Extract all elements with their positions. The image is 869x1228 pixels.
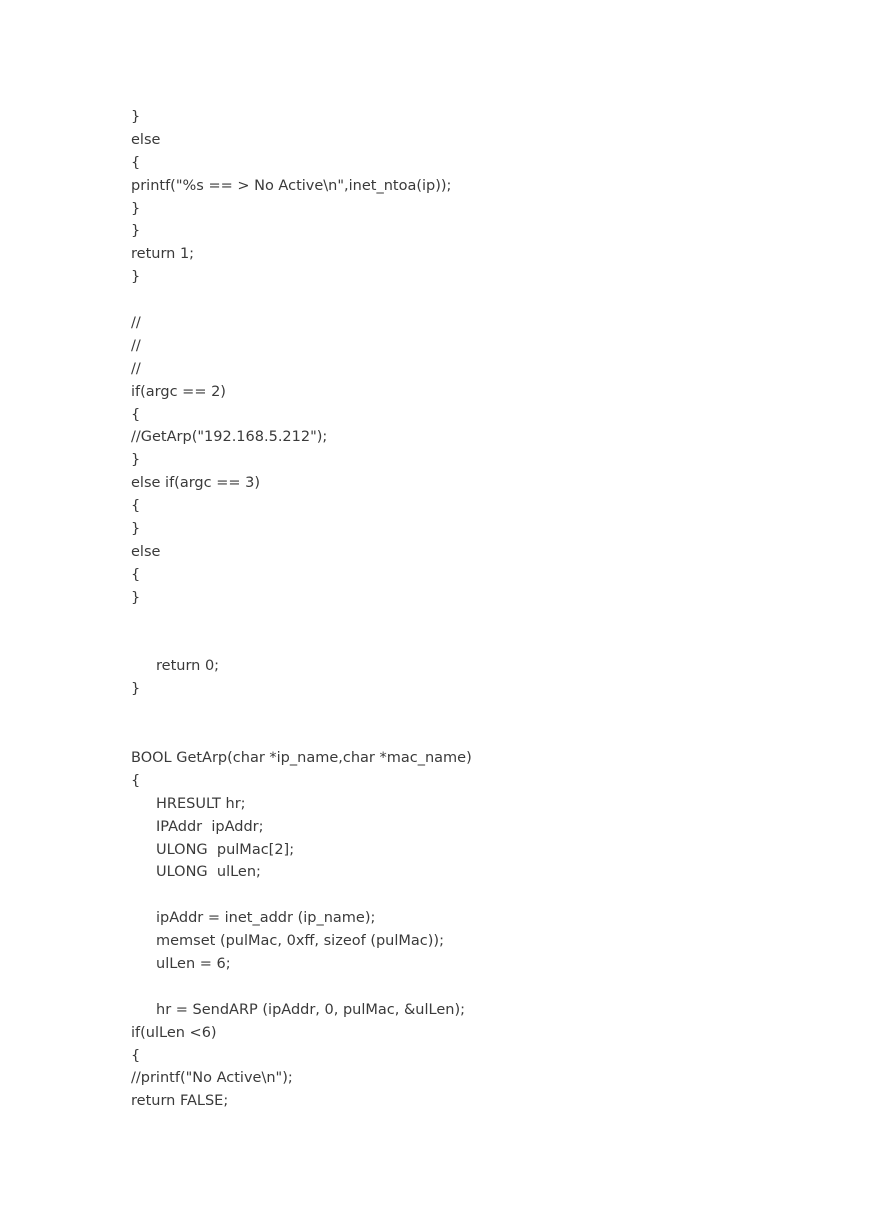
code-line: ULONG ulLen; bbox=[156, 864, 261, 881]
code-line: memset (pulMac, 0xff, sizeof (pulMac)); bbox=[156, 933, 444, 950]
code-line: } bbox=[131, 223, 141, 240]
code-line: } bbox=[131, 109, 141, 125]
code-line: BOOL GetArp(char *ip_name,char *mac_name) bbox=[131, 749, 472, 766]
code-line: // bbox=[131, 360, 141, 377]
blank-line bbox=[131, 610, 472, 633]
code-line: else bbox=[131, 543, 161, 560]
code-line: } bbox=[131, 681, 141, 698]
code-line: { bbox=[131, 406, 141, 423]
code-line: // bbox=[131, 315, 141, 332]
code-line: return 1; bbox=[131, 246, 195, 263]
code-line: else bbox=[131, 131, 161, 148]
code-line: ulLen = 6; bbox=[156, 955, 231, 972]
code-line: { bbox=[131, 1047, 141, 1064]
code-line: } bbox=[131, 200, 141, 217]
blank-line bbox=[131, 724, 472, 747]
code-line: if(ulLen <6) bbox=[131, 1024, 217, 1041]
blank-line bbox=[131, 884, 472, 907]
code-line: ULONG pulMac[2]; bbox=[156, 841, 295, 858]
code-line: { bbox=[131, 498, 141, 515]
code-line: return FALSE; bbox=[131, 1093, 229, 1110]
blank-line bbox=[131, 701, 472, 724]
code-line: { bbox=[131, 566, 141, 583]
code-line: } bbox=[131, 269, 141, 286]
code-line: else if(argc == 3) bbox=[131, 475, 260, 492]
code-line: hr = SendARP (ipAddr, 0, pulMac, &ulLen); bbox=[156, 1001, 465, 1018]
code-line: // bbox=[131, 337, 141, 354]
code-listing bbox=[131, 106, 472, 1113]
code-line: printf("%s == > No Active\n",inet_ntoa(ip)); bbox=[131, 177, 452, 194]
code-line: IPAddr ipAddr; bbox=[156, 818, 264, 835]
blank-line bbox=[131, 632, 472, 655]
code-line: if(argc == 2) bbox=[131, 383, 226, 400]
code-line: { bbox=[131, 154, 141, 171]
code-line: } bbox=[131, 589, 141, 606]
code-line: return 0; bbox=[156, 658, 220, 675]
code-line: //GetArp("192.168.5.212"); bbox=[131, 429, 328, 446]
code-line: { bbox=[131, 772, 141, 789]
code-line: //printf("No Active\n"); bbox=[131, 1070, 293, 1087]
code-line: } bbox=[131, 521, 141, 538]
code-line: ipAddr = inet_addr (ip_name); bbox=[156, 910, 376, 927]
code-line: HRESULT hr; bbox=[156, 795, 246, 812]
code-line: } bbox=[131, 452, 141, 469]
blank-line bbox=[131, 289, 472, 312]
blank-line bbox=[131, 976, 472, 999]
